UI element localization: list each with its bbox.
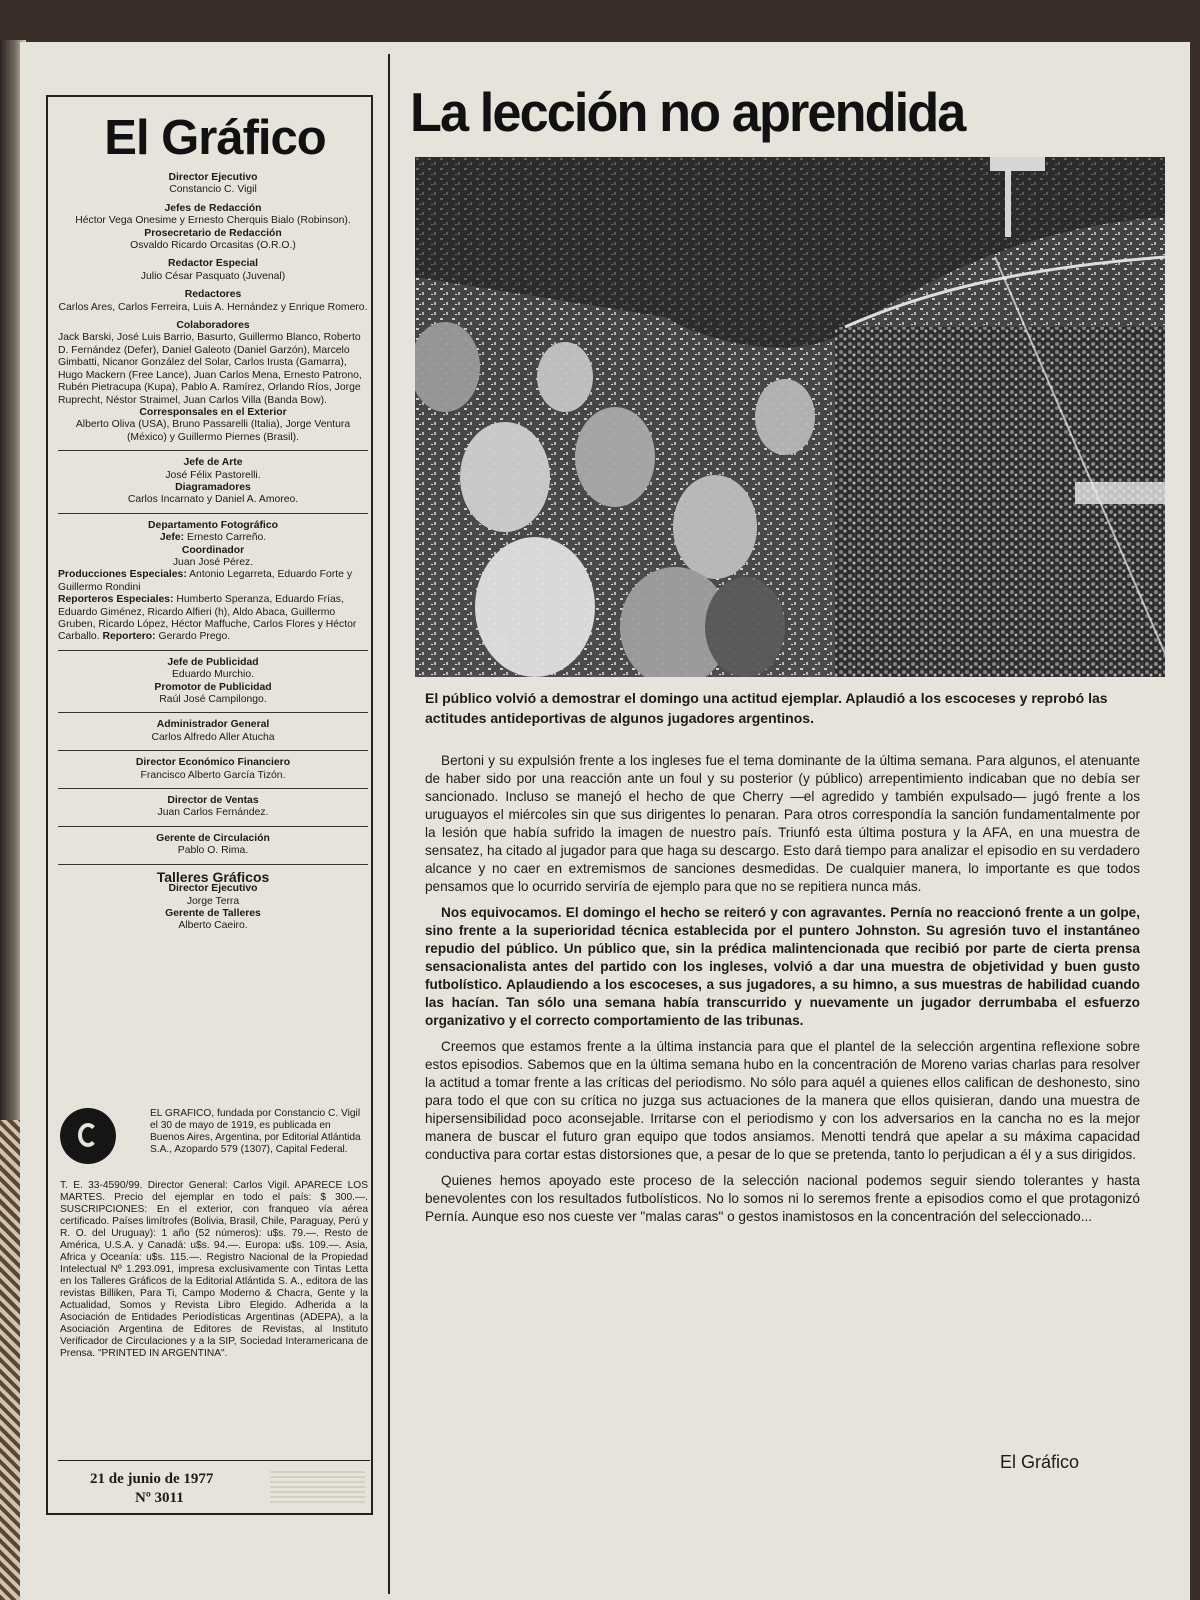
divider xyxy=(58,788,368,789)
article-paragraph: Quienes hemos apoyado este proceso de la selección nacional podemos seguir siendo tolerantes y hasta benevolentes con los resultados futbolísticos. No lo somos ni lo seremos frente a episodios como el que protagonizó Pernía. Aunque eso nos cueste ver "malas caras" o gestos inamistosos en la concentración del seleccionado... xyxy=(425,1173,1140,1224)
staff-role: Colaboradores xyxy=(176,320,250,332)
staff-role: Coordinador xyxy=(181,544,245,556)
staff-role: Jefe de Publicidad xyxy=(167,656,259,668)
article-paragraph: Nos equivocamos. El domingo el hecho se reiteró y con agravantes. Pernía no reaccionó frente a un golpe, sino frente a la superioridad técnica establecida por el puntero Johnston. Su agresión tuvo el instantáneo repudio del público. Un público que, sin la prédica malintencionada que recibió por parte de cierta prensa sensacionalista antes del partido con los ingleses, volvió a dar una muestra de objetividad y buen gusto futbolístico. Aplaudiendo a los escoceses, a sus jugadores, a su himno, a sus muestras de habilidad cuando las hacían. Tan sólo una semana había transcurrido y nuevamente un jugador derrumbaba el esfuerzo organizativo y el correcto comportamiento de las tribunas. xyxy=(425,905,1140,1028)
stadium-crowd-photo xyxy=(415,157,1165,677)
article-paragraph: Bertoni y su expulsión frente a los ingleses fue el tema dominante de la última semana. Para algunos, el atenuante de haber sido por una reacción ante un foul y su posterior (y público) arrepentimiento indicaban que no debía ser sancionado. Incluso se manejó el hecho de que Cherry —el agredido y también expulsado— jugó frente a los uruguayos el miércoles sin que sus dirigentes lo penaran. Para otros correspondía la sanción fundamentalmente por la lesión que había sufrido la imagen de nuestro país. Triunfó esta última postura y la AFA, en una muestra de sensatez, ha citado al jugador para que haga su descargo. Esto dará tiempo para analizar el episodio en su verdadero alcance y no caer en extremismos de sanciones desmedidas. De cualquier manera, lo importante es que todos pensamos que lo ocurrido serviría de ejemplo para que no se repitiera nunca más. xyxy=(425,753,1140,894)
divider xyxy=(58,864,368,865)
staff-names: Raúl José Campilongo. xyxy=(159,694,267,706)
issue-number: Nº 3011 xyxy=(135,1490,184,1506)
staff-names: Carlos Alfredo Aller Atucha xyxy=(151,731,275,743)
article-signature: El Gráfico xyxy=(1000,1452,1080,1472)
staff-role: Corresponsales en el Exterior xyxy=(139,406,287,418)
divider xyxy=(58,826,368,827)
issue-date: 21 de junio de 1977 xyxy=(90,1471,214,1487)
staff-names: Humberto Speranza, Eduardo Frías, Eduardo Giménez, Ricardo Alfieri (h), Aldo Abaca, Guillermo Gruben, Ricardo López, Héctor Maffuche, Carlos Flores y Héctor Carballo. xyxy=(58,594,357,643)
article-body xyxy=(425,752,1140,1234)
article-paragraph: Creemos que estamos frente a la última instancia para que el plantel de la selección argentina reflexione sobre estos episodios. Sabemos que en la última semana hubo en la concentración de Moreno varias charlas para resolver la actitud a tomar frente a las críticas del periodismo. No sólo para aquél a quienes ellos califican de deshonesto, sino para todo el que con su crítica no juzga sus actuaciones de la manera que ellos quisieran, dando una muestra de hipersensibilidad poco aconsejable. Irritarse con el periodismo y con los adversarios en la cancha no es la mejor manera de buscar el futuro gran equipo que todos ansiamos. Menotti tendrá que apelar a su máxima capacidad conductiva para cortar estas distorsiones que, a pesar de lo que se pretenda, tanto lo perjudican a él y a sus dirigidos. xyxy=(425,1039,1140,1162)
staff-names: Carlos Ares, Carlos Ferreira, Luis A. Hernández y Enrique Romero. xyxy=(58,301,368,313)
divider xyxy=(58,650,368,651)
staff-role: Director Económico Financiero xyxy=(135,757,291,769)
photo-caption: El público volvió a demostrar el domingo una actitud ejemplar. Aplaudió a los escoceses y reprobó las actitudes antideportivas de algunos jugadores argentinos. xyxy=(425,690,1108,726)
staff-role: Gerente de Talleres xyxy=(165,907,261,919)
staff-names: Constancio C. Vigil xyxy=(169,184,257,196)
staff-role: Administrador General xyxy=(156,719,270,731)
staff-names: Alberto Oliva (USA), Bruno Passarelli (Italia), Jorge Ventura (México) y Guillermo Piernes (Brasil). xyxy=(75,419,351,443)
staff-names: Jorge Terra xyxy=(186,895,240,907)
divider xyxy=(58,450,368,451)
staff-names: José Félix Pastorelli. xyxy=(165,469,261,481)
talleres-title: Talleres Gráficos xyxy=(156,868,270,885)
article-headline: La lección no aprendida xyxy=(410,81,965,143)
staff-names: Ernesto Carreño. xyxy=(187,532,267,544)
staff-names: Juan José Pérez. xyxy=(172,556,254,568)
staff-names: Juan Carlos Fernández. xyxy=(157,807,269,819)
staff-role: Redactores xyxy=(184,289,242,301)
staff-role: Diagramadores xyxy=(175,481,251,493)
staff-role: Gerente de Circulación xyxy=(156,832,270,844)
staff-names: Carlos Incarnato y Daniel A. Amoreo. xyxy=(127,494,299,506)
staff-role: Jefe: xyxy=(159,532,185,544)
staff-role: Director Ejecutivo xyxy=(168,172,258,183)
staff-role: Producciones Especiales: xyxy=(58,569,187,581)
publisher-intro: EL GRAFICO, fundada por Constancio C. Vigil el 30 de mayo de 1919, es publicada en Buenos Aires, Argentina, por Editorial Atlántida S.A., Azopardo 579 (1307), Capital Federal. xyxy=(150,1108,361,1155)
divider xyxy=(58,513,368,514)
atlantida-logo-mark xyxy=(78,1123,98,1147)
staff-names: Jack Barski, José Luis Barrio, Basurto, Guillermo Blanco, Roberto D. Fernández (Defer), Daniel Galeoto (Daniel Garzón), Marcelo Gimbatti, Nicanor González del Solar, Carlos Irusta (Gamarra), Hugo Mackern (Free Lance), Juan Carlos Mena, Ernesto Patrono, Rubén Pietracupa (Kupa), Pablo A. Ramírez, Orlando Ríos, Jorge Ruprecht, Néstor Straimel, Juan Carlos Villa (Banda Bow). xyxy=(58,332,362,406)
faded-stamp xyxy=(270,1471,365,1505)
staff-names: Héctor Vega Onesime y Ernesto Cherquis Bialo (Robinson). xyxy=(75,215,351,227)
crowd-photo-illustration xyxy=(415,157,1165,677)
staff-role: Prosecretario de Redacción xyxy=(144,227,282,239)
staff-names: Julio César Pasquato (Juvenal) xyxy=(140,270,286,282)
staff-names: Alberto Caeiro. xyxy=(178,920,248,932)
masthead-logo: El Gráfico xyxy=(104,111,326,165)
staff-names: Gerardo Prego. xyxy=(158,631,231,643)
staff-names: Eduardo Murchio. xyxy=(171,669,254,681)
staff-role: Redactor Especial xyxy=(167,258,259,270)
divider xyxy=(58,750,368,751)
staff-role: Departamento Fotográfico xyxy=(148,519,278,531)
staff-names: Francisco Alberto García Tizón. xyxy=(140,769,286,781)
staff-role: Reporteros Especiales: xyxy=(58,594,174,606)
publisher-details: T. E. 33-4590/99. Director General: Carlos Vigil. APARECE LOS MARTES. Precio del ejemplar en todo el país: $ 300.—. SUSCRIPCIONES: En el exterior, con franqueo vía aérea certificado. Países limítrofes (Bolivia, Brasil, Chile, Paraguay, Perú y R. O. del Uruguay): 1 año (52 números): u$s. 79.—. Resto de América, U.S.A. y Canadá: u$s. 94.—. Europa: u$s. 109.—. Asia, Africa y Oceanía: u$s. 115.—. Registro Nacional de la Propiedad Intelectual Nº 1.293.091, impresa exclusivamente con Tintas Letta en los Talleres Gráficos de la Editorial Atlántida S. A., editora de las revistas Billiken, Para Ti, Campo Moderno & Chacra, Gente y la Actualidad, Somos y Revista Libro Elegido. Adherida a la Asociación de Entidades Periodísticas Argentinas (ADEPA), a la Asociación Argentina de Editores de Revistas, al Instituto Verificador de Circulaciones y a la SIP, Sociedad Interamericana de Prensa. "PRINTED IN ARGENTINA". xyxy=(60,1180,368,1359)
staff-role: Director Ejecutivo xyxy=(168,883,258,895)
staff-names: Antonio Legarreta, Eduardo Forte y Guillermo Rondini xyxy=(58,569,353,593)
staff-role: Reportero: xyxy=(102,631,156,643)
staff-role: Promotor de Publicidad xyxy=(154,681,272,693)
column-rule xyxy=(388,54,390,1594)
staff-names: Pablo O. Rima. xyxy=(177,845,249,857)
staff-list xyxy=(58,172,368,933)
divider xyxy=(58,712,368,713)
staff-role: Jefe de Arte xyxy=(183,457,243,469)
staff-names: Osvaldo Ricardo Orcasitas (O.R.O.) xyxy=(130,240,296,252)
staff-role: Jefes de Redacción xyxy=(164,202,262,214)
staff-role: Director de Ventas xyxy=(167,795,259,807)
